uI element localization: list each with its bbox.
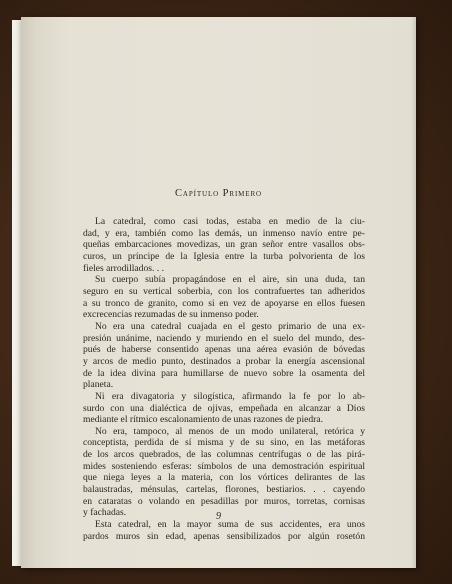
text-line: pués de haberse consentido apenas una aérea evasión de bóvedas — [83, 344, 365, 356]
text-line: Su cuerpo subía propagándose en el aire, sin una duda, tan — [95, 274, 365, 286]
text-line: y arcos de medio punto, destinados a probar la energía ascensional — [83, 355, 365, 367]
text-line: de los arcos quebrados, de las columnas centrífugas o de las pirá- — [83, 449, 365, 461]
text-line: No era, tampoco, al menos de un modo unilateral, retórica y — [95, 425, 365, 437]
text-line: planeta. — [83, 379, 114, 391]
text-line: balaustradas, ménsulas, cartelas, florones, bestiarios. . . cayendo — [83, 484, 365, 496]
text-line: mediante el rítmico escalonamiento de unas razones de piedra. — [83, 414, 324, 426]
text-line: y fachadas. — [83, 507, 127, 519]
text-line: a su tronco de granito, como si en vez de apoyarse en ellos fuesen — [83, 297, 365, 309]
text-line: seguro en su vertical soberbia, con los contrafuertes tan adheridos — [83, 285, 365, 297]
text-line: en cataratas o volando en pesadillas por muros, torretas, cornisas — [83, 495, 365, 507]
text-line: mides sosteniendo esferas: símbolos de una demostración espiritual — [83, 460, 365, 472]
text-line: pardos muros sin edad, apenas sensibilizados por algún rosetón — [83, 530, 365, 542]
chapter-title: Capítulo Primero — [174, 188, 263, 199]
paragraph — [83, 426, 365, 519]
text-line: surdo con una dialéctica de ojivas, empeñada en alcanzar a Dios — [83, 402, 365, 414]
text-line: excrecencias rezumadas de su inmenso poder. — [83, 309, 259, 321]
text-line: fieles arrodillados. . . — [83, 262, 164, 274]
paragraph — [83, 216, 365, 274]
text-line: Esta catedral, en la mayor suma de sus accidentes, era unos — [95, 519, 365, 531]
text-line: de la idea divina para humillarse de nuevo sobre la osamenta del — [83, 367, 365, 379]
text-line: dad, y era, también como las demás, un inmenso navío entre pe- — [83, 227, 365, 239]
paragraph — [83, 274, 365, 321]
paragraph — [83, 519, 365, 542]
text-line: que niega leyes a la materia, con los vórtices delirantes de las — [83, 472, 365, 484]
text-line: Ni era divagatoria y silogística, afirmando la fe por lo ab- — [95, 390, 365, 402]
text-line: conceptista, perdida de sí misma y de su sino, en las metáforas — [83, 437, 365, 449]
paragraph — [83, 391, 365, 426]
text-line: presión unánime, naciendo y muriendo en el suelo del mundo, des- — [83, 332, 365, 344]
text-line: La catedral, como casi todas, estaba en medio de la ciu- — [95, 216, 365, 227]
page-number: 9 — [216, 511, 221, 522]
text-line: No era una catedral cuajada en el gesto primario de una ex- — [95, 320, 365, 332]
text-line: curos, un príncipe de la Iglesia entre la turba polvorienta de los — [83, 250, 365, 262]
body-text — [83, 216, 365, 542]
text-line: queñas embarcaciones movedizas, un gran señor entre vasallos obs- — [83, 239, 365, 251]
paragraph — [83, 321, 365, 391]
page-right-edge — [412, 17, 416, 568]
book-page — [21, 17, 416, 568]
